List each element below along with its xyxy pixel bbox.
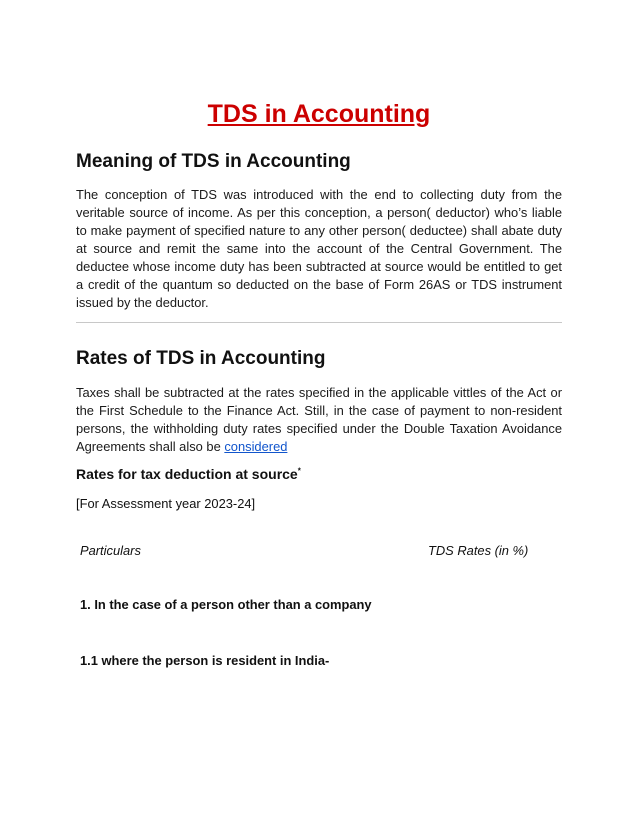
rates-body-text: Taxes shall be subtracted at the rates specified in the applicable vittles of the Act or the First Schedule to the Finance Act. Still, in the case of payment to non-resident persons, the withholding duty rates specified under the Double Taxation Avoidance Agreements shall also be [76, 385, 562, 454]
section-heading-rates: Rates of TDS in Accounting [76, 348, 326, 369]
assessment-year-note: [For Assessment year 2023-24] [76, 496, 256, 511]
horizontal-divider [76, 322, 562, 323]
considered-link[interactable]: considered [224, 439, 288, 454]
section-heading-meaning: Meaning of TDS in Accounting [76, 151, 351, 172]
table-header-particulars: Particulars [80, 543, 141, 558]
table-row-person-other-than-company: 1. In the case of a person other than a company [80, 597, 372, 612]
section-body-rates [76, 384, 562, 456]
rates-subheading [76, 466, 301, 482]
page-title: TDS in Accounting [207, 100, 431, 128]
table-row-resident-in-india: 1.1 where the person is resident in India- [80, 653, 330, 668]
rates-subheading-text: Rates for tax deduction at source [76, 466, 298, 482]
footnote-mark: * [297, 466, 301, 476]
section-body-meaning: The conception of TDS was introduced with the end to collecting duty from the veritable source of income. As per this conception, a person( deductor) who’s liable to make payment of specified nature to any other person( deductee) shall abate duty at source and remit the same into the account of the Central Government. The deductee whose income duty has been subtracted at source would be entitled to get a credit of the quantum so deducted on the base of Form 26AS or TDS instrument issued by the deductor. [76, 187, 562, 310]
table-header-rates: TDS Rates (in %) [428, 543, 529, 558]
